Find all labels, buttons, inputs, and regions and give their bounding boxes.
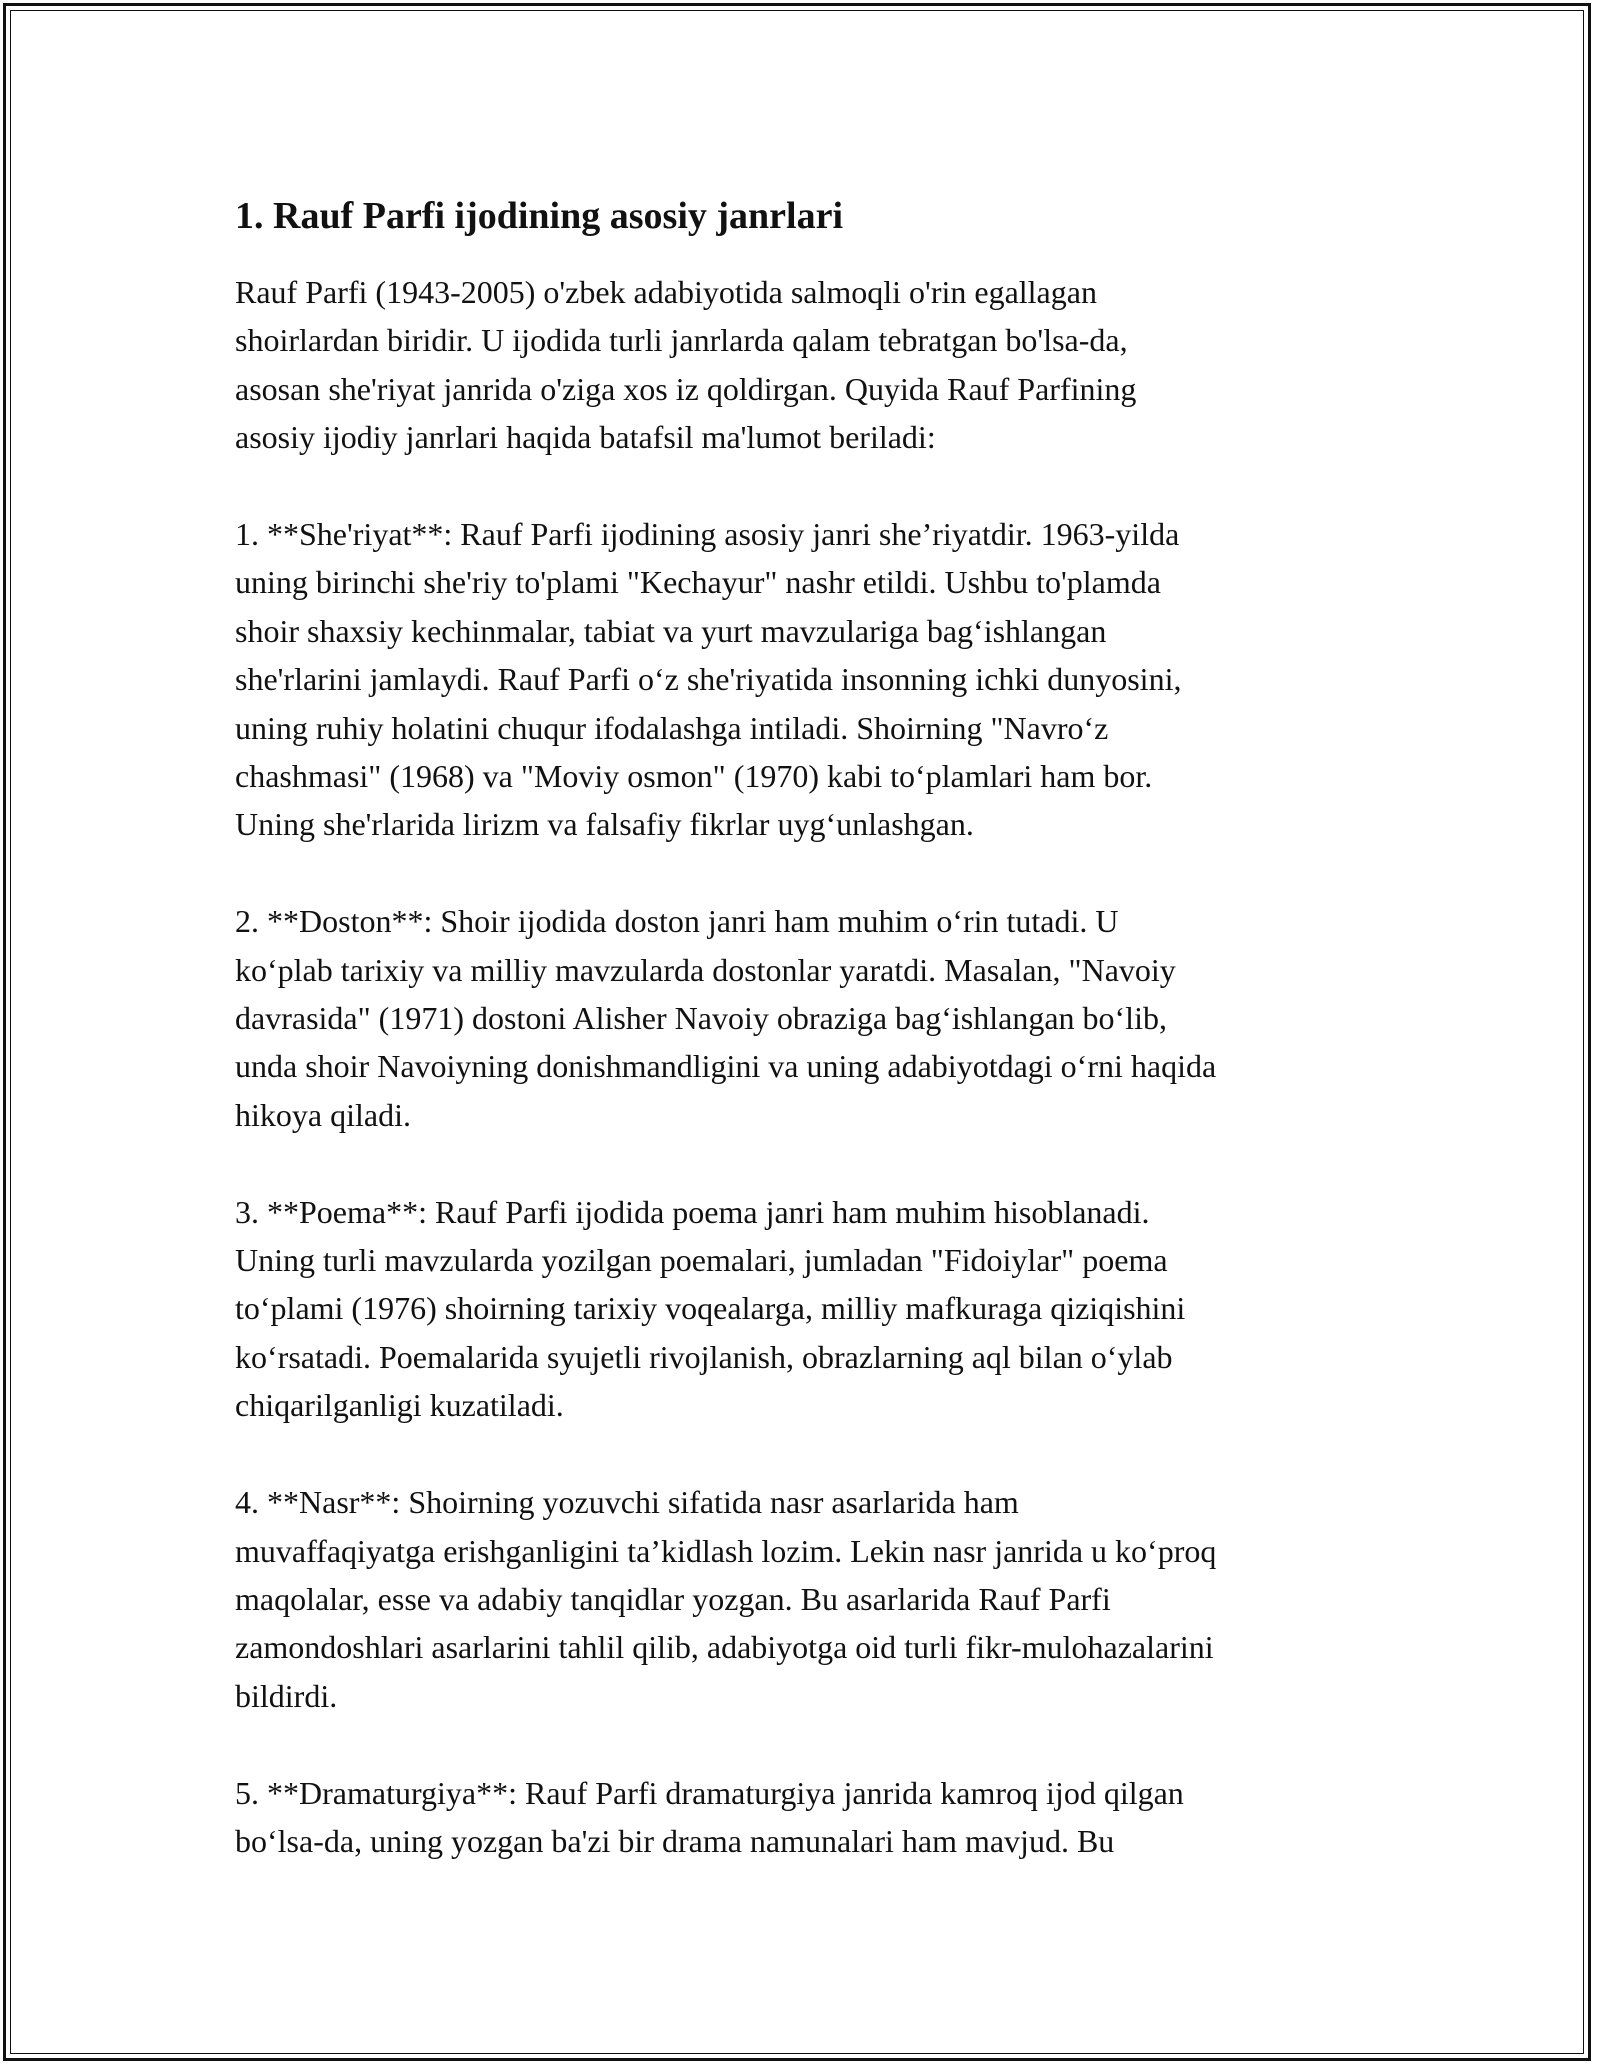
paragraph-line: to‘plami (1976) shoirning tarixiy voqealarga, milliy mafkuraga qiziqishini [235,1290,1186,1327]
paragraph-line: 2. **Doston**: Shoir ijodida doston janri ham muhim o‘rin tutadi. U [235,903,1119,940]
paragraph-line: shoir shaxsiy kechinmalar, tabiat va yurt mavzulariga bag‘ishlangan [235,612,1107,649]
paragraph-gap [235,1139,1365,1187]
paragraph-gap [235,1430,1365,1478]
paragraph-gap [235,1720,1365,1768]
intro-paragraph [235,268,1365,462]
paragraph-line: Uning turli mavzularda yozilgan poemalari, jumladan "Fidoiylar" poema [235,1242,1168,1279]
paragraph-line: chashmasi" (1968) va "Moviy osmon" (1970) kabi to‘plamlari ham bor. [235,758,1153,795]
paragraph-line: davrasida" (1971) dostoni Alisher Navoiy obraziga bag‘ishlangan bo‘lib, [235,1000,1167,1037]
paragraph-line: Rauf Parfi (1943-2005) o'zbek adabiyotida salmoqli o'rin egallagan [235,274,1097,310]
sheriyat-paragraph [235,510,1365,849]
paragraph-line: she'rlarini jamlaydi. Rauf Parfi o‘z she'riyatida insonning ichki dunyosini, [235,661,1182,698]
paragraph-line: uning birinchi she'riy to'plami "Kechayur" nashr etildi. Ushbu to'plamda [235,564,1161,601]
paragraph-line: muvaffaqiyatga erishganligini ta’kidlash lozim. Lekin nasr janrida u ko‘proq [235,1532,1217,1569]
paragraph-line: 3. **Poema**: Rauf Parfi ijodida poema janri ham muhim hisoblanadi. [235,1193,1150,1230]
paragraph-line: bildirdi. [235,1677,338,1714]
paragraph-line: ko‘plab tarixiy va milliy mavzularda dostonlar yaratdi. Masalan, "Navoiy [235,951,1176,988]
paragraph-line: bo‘lsa-da, uning yozgan ba'zi bir drama namunalari ham mavjud. Bu [235,1822,1115,1859]
paragraph-line: asosan she'riyat janrida o'ziga xos iz qoldirgan. Quyida Rauf Parfining [235,370,1137,407]
paragraph-line: zamondoshlari asarlarini tahlil qilib, adabiyotga oid turli fikr-mulohazalarini [235,1629,1214,1666]
doston-paragraph [235,897,1365,1139]
paragraph-line: Uning she'rlarida lirizm va falsafiy fikrlar uyg‘unlashgan. [235,806,974,843]
paragraph-line: uning ruhiy holatini chuqur ifodalashga intiladi. Shoirning "Navro‘z [235,709,1109,746]
nasr-paragraph [235,1478,1365,1720]
document-body [235,188,1365,1865]
paragraph-line: 4. **Nasr**: Shoirning yozuvchi sifatida nasr asarlarida ham [235,1484,1019,1521]
section-heading: 1. Rauf Parfi ijodining asosiy janrlari [235,195,844,237]
paragraph-line: maqolalar, esse va adabiy tanqidlar yozgan. Bu asarlarida Rauf Parfi [235,1580,1111,1617]
paragraph-line: hikoya qiladi. [235,1096,411,1133]
paragraph-gap [235,462,1365,510]
paragraph-gap [235,849,1365,897]
dramaturgiya-paragraph [235,1769,1365,1866]
paragraph-line: unda shoir Navoiyning donishmandligini va uning adabiyotdagi o‘rni haqida [235,1048,1217,1085]
paragraph-line: chiqarilganligi kuzatiladi. [235,1387,564,1424]
paragraph-line: ko‘rsatadi. Poemalarida syujetli rivojlanish, obrazlarning aql bilan o‘ylab [235,1338,1173,1375]
paragraph-line: asosiy ijodiy janrlari haqida batafsil ma'lumot beriladi: [235,419,936,456]
poema-paragraph [235,1188,1365,1430]
paragraph-line: shoirlardan biridir. U ijodida turli janrlarda qalam tebratgan bo'lsa-da, [235,322,1128,359]
paragraph-line: 1. **She'riyat**: Rauf Parfi ijodining asosiy janri she’riyatdir. 1963-yilda [235,516,1180,553]
paragraph-line: 5. **Dramaturgiya**: Rauf Parfi dramaturgiya janrida kamroq ijod qilgan [235,1774,1184,1811]
